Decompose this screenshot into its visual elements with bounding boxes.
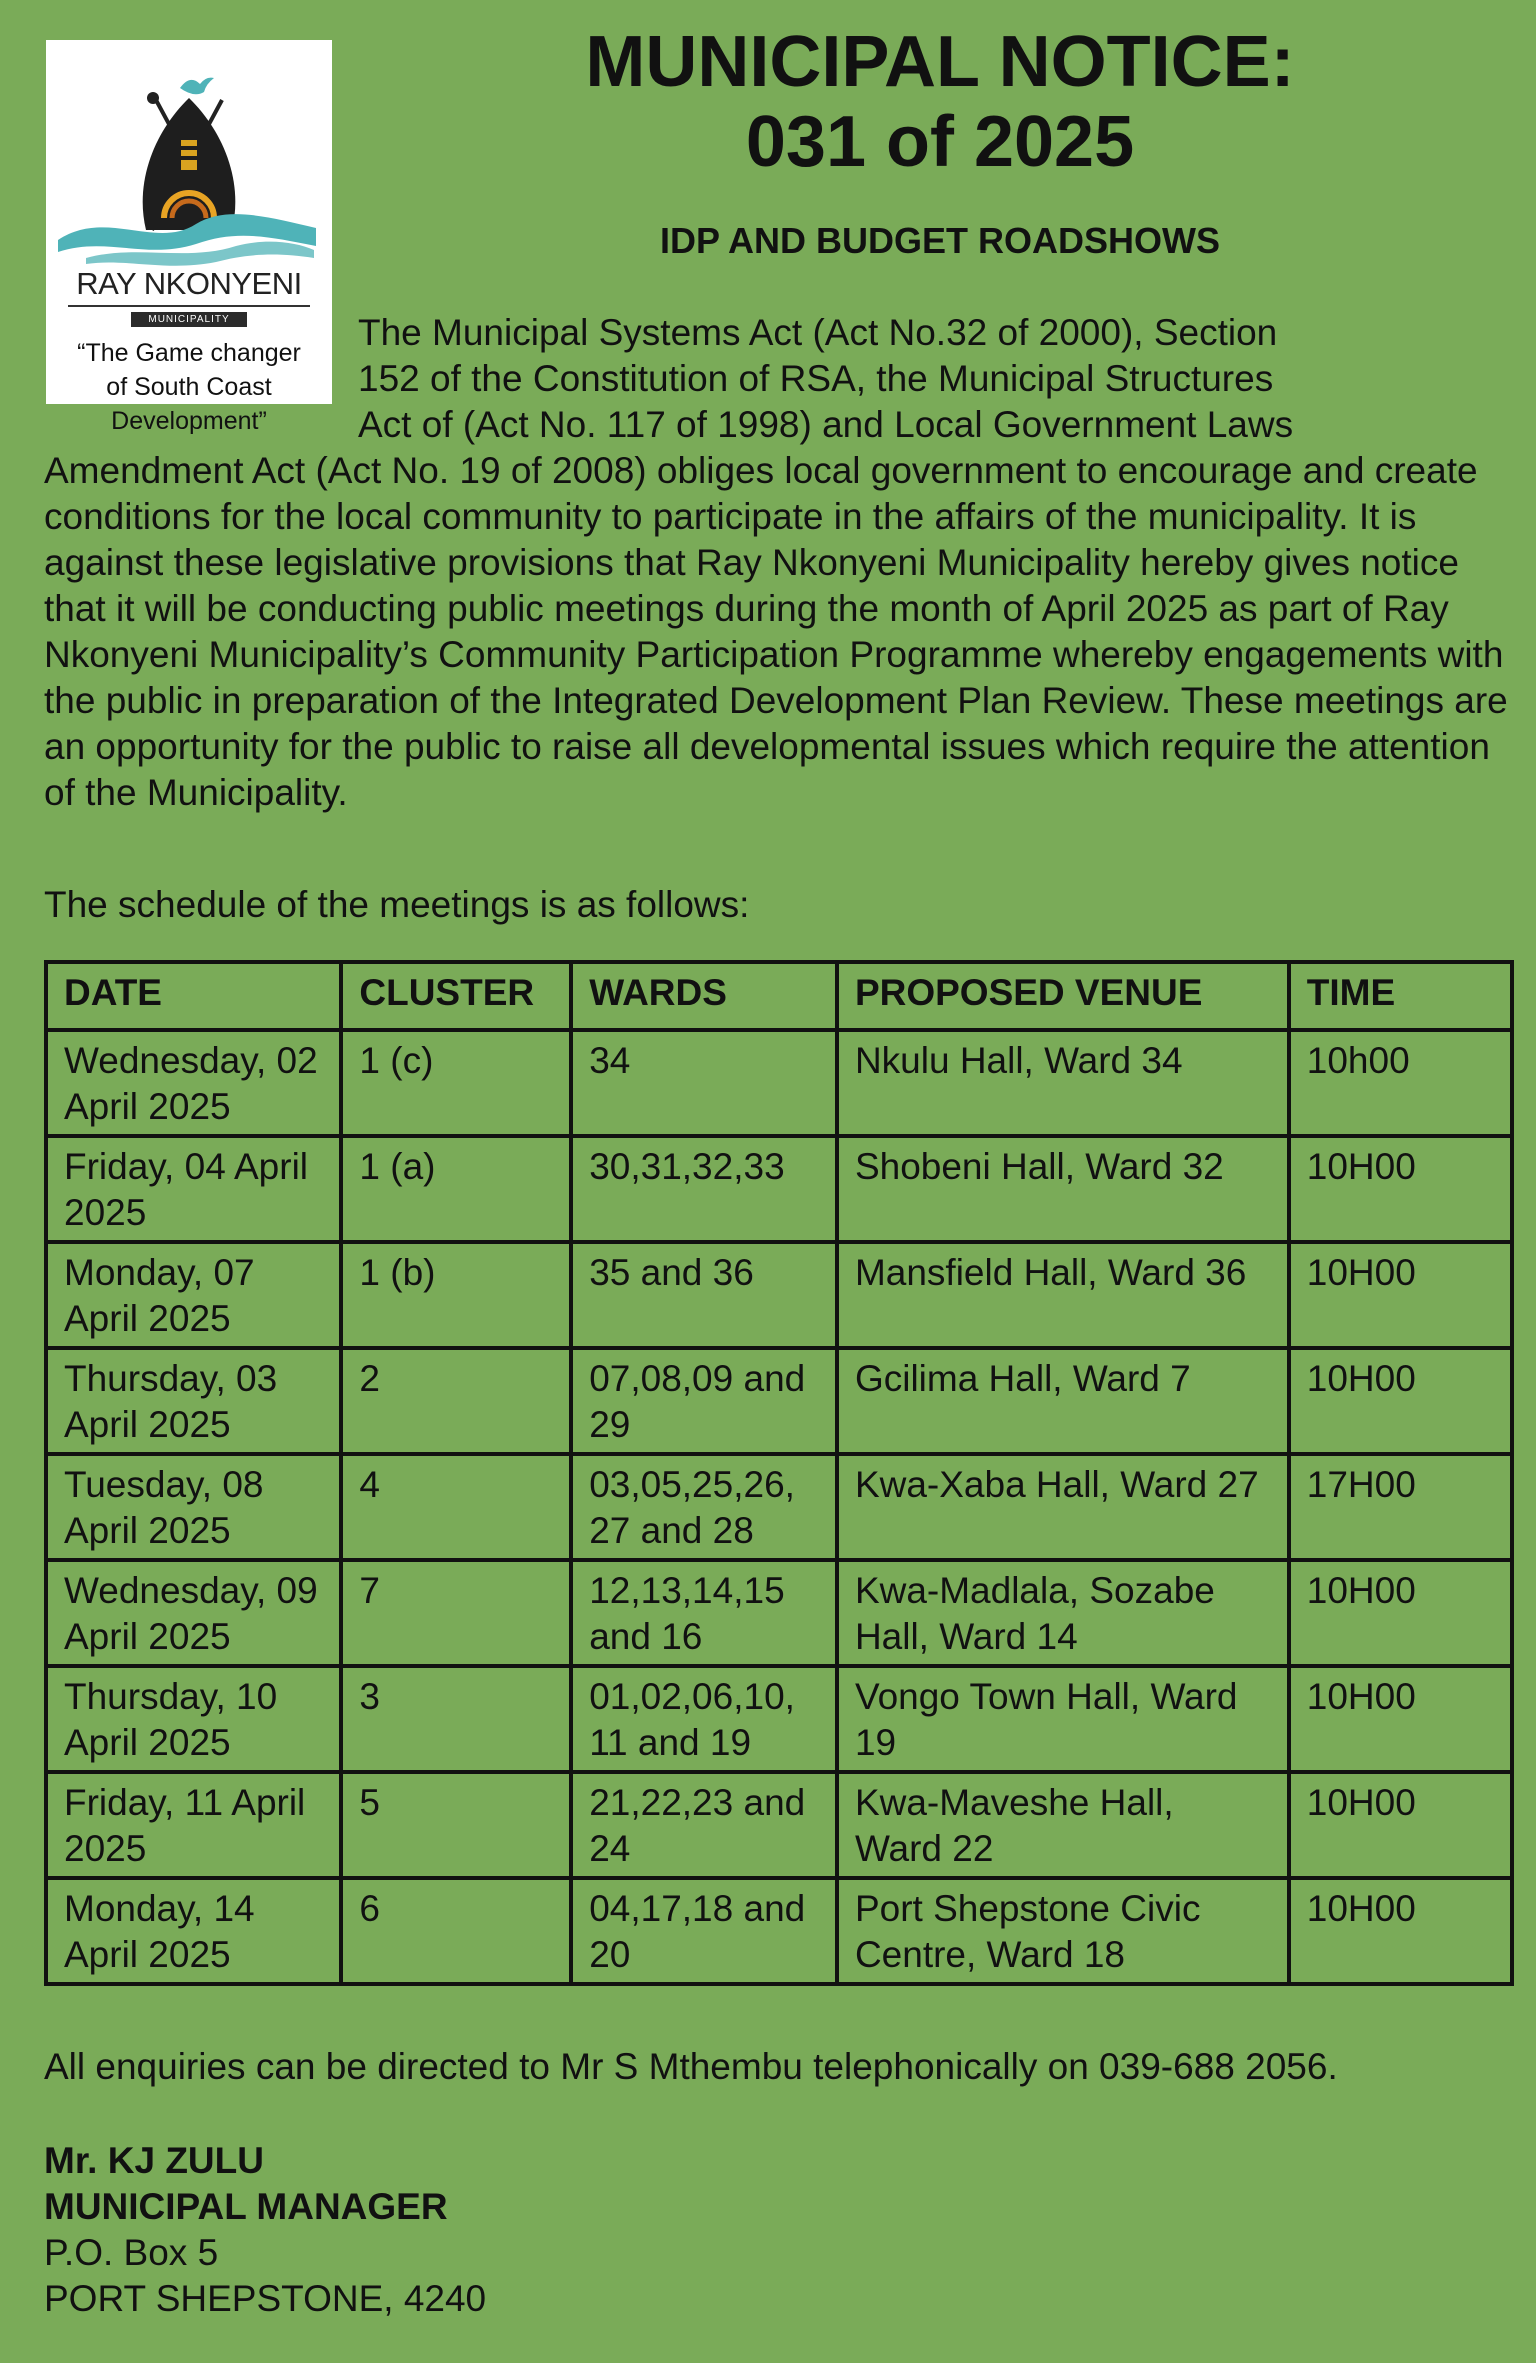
cell-date: Wednesday, 02 April 2025 xyxy=(46,1030,341,1136)
cell-time: 10H00 xyxy=(1289,1348,1512,1454)
cell-date: Friday, 04 April 2025 xyxy=(46,1136,341,1242)
table-row xyxy=(46,1772,1512,1878)
body-line-1: The Municipal Systems Act (Act No.32 of 2000), Section xyxy=(358,312,1278,353)
table-row xyxy=(46,1878,1512,1984)
cell-wards: 07,08,09 and 29 xyxy=(571,1348,837,1454)
logo-subtitle: MUNICIPALITY xyxy=(131,312,247,327)
schedule-table xyxy=(44,960,1514,1986)
cell-cluster: 7 xyxy=(341,1560,571,1666)
cell-time: 10H00 xyxy=(1289,1878,1512,1984)
logo-divider xyxy=(68,305,310,307)
body-line-3: Act of (Act No. 117 of 1998) and Local Government Laws xyxy=(358,404,1294,445)
cell-wards: 21,22,23 and 24 xyxy=(571,1772,837,1878)
title-line-1: MUNICIPAL NOTICE: xyxy=(585,22,1295,102)
cell-venue: Shobeni Hall, Ward 32 xyxy=(837,1136,1289,1242)
cell-cluster: 1 (c) xyxy=(341,1030,571,1136)
cell-cluster: 1 (b) xyxy=(341,1242,571,1348)
cell-venue: Nkulu Hall, Ward 34 xyxy=(837,1030,1289,1136)
cell-cluster: 4 xyxy=(341,1454,571,1560)
cell-date: Wednesday, 09 April 2025 xyxy=(46,1560,341,1666)
cell-venue: Kwa-Madlala, Sozabe Hall, Ward 14 xyxy=(837,1560,1289,1666)
table-row xyxy=(46,1560,1512,1666)
notice-body xyxy=(44,310,1514,816)
header-cluster: CLUSTER xyxy=(341,962,571,1030)
tagline-line-2: of South Coast xyxy=(106,373,272,401)
cell-time: 10H00 xyxy=(1289,1772,1512,1878)
table-row xyxy=(46,1242,1512,1348)
body-line-2: 152 of the Constitution of RSA, the Municipal Structures xyxy=(358,358,1274,399)
header-time: TIME xyxy=(1289,962,1512,1030)
tagline-line-3: Development” xyxy=(111,407,267,435)
table-header-row xyxy=(46,962,1512,1030)
postal-city: PORT SHEPSTONE, 4240 xyxy=(44,2278,487,2319)
signatory-position: MUNICIPAL MANAGER xyxy=(44,2186,448,2227)
cell-venue: Kwa-Maveshe Hall, Ward 22 xyxy=(837,1772,1289,1878)
cell-date: Thursday, 03 April 2025 xyxy=(46,1348,341,1454)
notice-subtitle: IDP AND BUDGET ROADSHOWS xyxy=(659,220,1221,261)
table-row xyxy=(46,1348,1512,1454)
cell-date: Friday, 11 April 2025 xyxy=(46,1772,341,1878)
cell-time: 10H00 xyxy=(1289,1136,1512,1242)
tagline-line-1: “The Game changer xyxy=(77,339,301,367)
cell-cluster: 6 xyxy=(341,1878,571,1984)
cell-venue: Mansfield Hall, Ward 36 xyxy=(837,1242,1289,1348)
table-row xyxy=(46,1454,1512,1560)
notice-title xyxy=(380,22,1500,182)
enquiry-text: All enquiries can be directed to Mr S Mthembu telephonically on 039-688 2056. xyxy=(44,2046,1338,2087)
cell-wards: 04,17,18 and 20 xyxy=(571,1878,837,1984)
signatory-name: Mr. KJ ZULU xyxy=(44,2140,264,2181)
table-row xyxy=(46,1666,1512,1772)
postal-address: P.O. Box 5 xyxy=(44,2232,219,2273)
cell-date: Thursday, 10 April 2025 xyxy=(46,1666,341,1772)
table-row xyxy=(46,1030,1512,1136)
cell-venue: Gcilima Hall, Ward 7 xyxy=(837,1348,1289,1454)
schedule-intro: The schedule of the meetings is as follows: xyxy=(44,884,750,925)
cell-wards: 03,05,25,26, 27 and 28 xyxy=(571,1454,837,1560)
cell-date: Monday, 14 April 2025 xyxy=(46,1878,341,1984)
cell-cluster: 1 (a) xyxy=(341,1136,571,1242)
cell-date: Tuesday, 08 April 2025 xyxy=(46,1454,341,1560)
cell-cluster: 2 xyxy=(341,1348,571,1454)
header-venue: PROPOSED VENUE xyxy=(837,962,1289,1030)
cell-venue: Port Shepstone Civic Centre, Ward 18 xyxy=(837,1878,1289,1984)
signature-block xyxy=(44,2138,486,2322)
cell-date: Monday, 07 April 2025 xyxy=(46,1242,341,1348)
cell-wards: 34 xyxy=(571,1030,837,1136)
cell-time: 17H00 xyxy=(1289,1454,1512,1560)
cell-cluster: 5 xyxy=(341,1772,571,1878)
cell-wards: 12,13,14,15 and 16 xyxy=(571,1560,837,1666)
cell-time: 10H00 xyxy=(1289,1666,1512,1772)
header-wards: WARDS xyxy=(571,962,837,1030)
logo-name: RAY NKONYENI xyxy=(76,266,302,301)
cell-time: 10h00 xyxy=(1289,1030,1512,1136)
cell-wards: 30,31,32,33 xyxy=(571,1136,837,1242)
header-date: DATE xyxy=(46,962,341,1030)
cell-wards: 35 and 36 xyxy=(571,1242,837,1348)
title-line-2: 031 of 2025 xyxy=(745,102,1135,182)
cell-time: 10H00 xyxy=(1289,1242,1512,1348)
table-row xyxy=(46,1136,1512,1242)
cell-venue: Kwa-Xaba Hall, Ward 27 xyxy=(837,1454,1289,1560)
shield-emblem-icon xyxy=(46,40,332,270)
cell-wards: 01,02,06,10, 11 and 19 xyxy=(571,1666,837,1772)
cell-time: 10H00 xyxy=(1289,1560,1512,1666)
body-paragraph: Amendment Act (Act No. 19 of 2008) obliges local government to encourage and create conditions for the local community to participate in the affairs of the municipality. It is against these legislative provisions that Ray Nkonyeni Municipality hereby gives notice that it will be conducting public meetings during the month of April 2025 as part of Ray Nkonyeni Municipality’s Community Participation Programme whereby engagements with the public in preparation of the Integrated Development Plan Review. These meetings are an opportunity for the public to raise all developmental issues which require the attention of the Municipality. xyxy=(44,450,1508,813)
cell-venue: Vongo Town Hall, Ward 19 xyxy=(837,1666,1289,1772)
cell-cluster: 3 xyxy=(341,1666,571,1772)
